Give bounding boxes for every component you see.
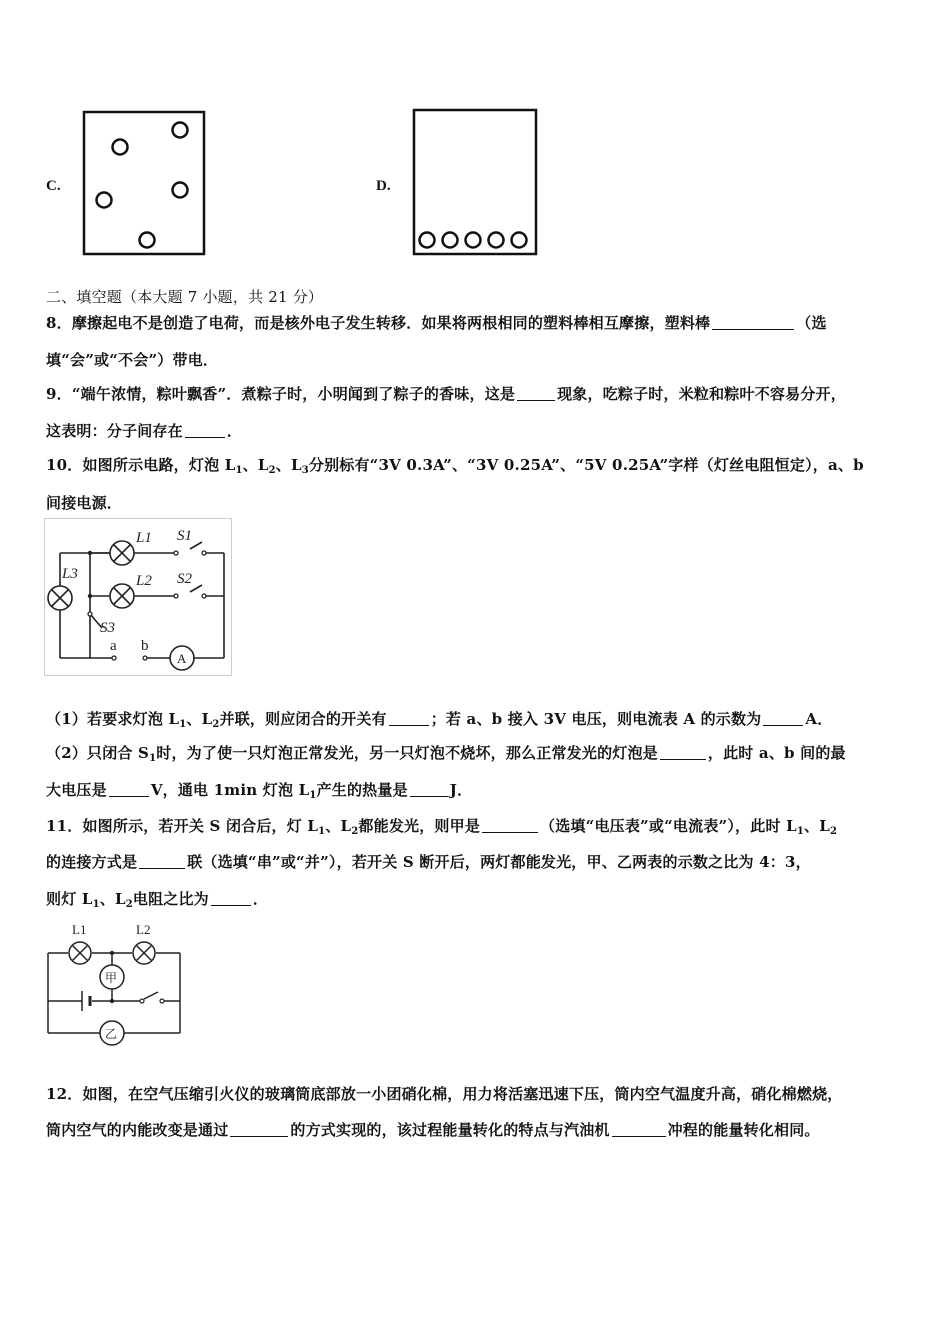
q10-line2: 间接电源． [46,494,123,512]
lamp-L3 [48,586,72,610]
q11-blank-3[interactable] [211,891,251,906]
q10-text: 、L [186,710,213,728]
particle [173,123,188,138]
q9-line2 [46,420,242,441]
q11-line1 [46,815,837,837]
label-jia: 甲 [105,971,118,985]
q8-line1 [46,312,827,333]
q11-text: 都能发光，则甲是 [358,817,481,835]
label-ammeter: A [177,651,187,666]
q10-part2 [46,742,846,764]
q10-blank-1[interactable] [389,711,429,726]
sub: 2 [125,899,133,910]
lamp-L2 [133,942,155,964]
sub: 1 [235,465,243,476]
option-c-label: C. [46,178,61,194]
label-S1: S1 [177,528,192,544]
q10-blank-2[interactable] [763,711,803,726]
q11-line3 [46,888,268,910]
q11-line2 [46,851,811,872]
q10-text: 并联，则应闭合的开关有 [219,710,387,728]
q10-text: ，此时 a、b 间的最 [707,744,846,762]
sub: 2 [351,826,359,837]
q10-text: （1）若要求灯泡 L [46,710,180,728]
q10-text: 、L [275,456,302,474]
q9-text-b: 现象，吃粽子时，米粒和粽叶不容易分开， [557,385,846,403]
lamp-L1 [110,541,134,565]
q12-blank-1[interactable] [230,1122,288,1137]
q11-text: 的连接方式是 [46,853,138,871]
label-yi: 乙 [105,1027,118,1041]
label-S2: S2 [177,571,192,587]
q10-text: ；若 a、b 接入 3V 电压，则电流表 A 的示数为 [430,710,762,728]
particle [113,140,128,155]
particle [140,233,155,248]
particle [443,233,458,248]
q12-line2 [46,1119,820,1140]
q10-line1 [46,454,864,476]
label-L3: L3 [62,566,78,582]
q11-text: 电阻之比为 [132,890,209,908]
sub: 2 [212,719,220,730]
q10-text: 分别标有“3V 0.3A”、“3V 0.25A”、“5V 0.25A”字样（灯丝电阻恒定），a、b [308,456,864,474]
lamp-L1 [69,942,91,964]
q10-text: 大电压是 [46,781,107,799]
sub: 2 [268,465,276,476]
q11-text: 11．如图所示，若开关 S 闭合后，灯 L [46,817,319,835]
q9-text-a: 9．“端午浓情，粽叶飘香”．煮粽子时，小明闻到了粽子的香味，这是 [46,385,516,403]
q11-text: 、L [804,817,830,835]
particle [173,183,188,198]
q10-blank-5[interactable] [410,782,448,797]
label-a: a [110,638,117,654]
option-d-figure [412,108,538,256]
q12-text: 筒内空气的内能改变是通过 [46,1121,229,1139]
sub: 1 [149,753,157,764]
particle [512,233,527,248]
q9-blank-1[interactable] [517,386,555,401]
q11-blank-1[interactable] [482,818,538,833]
q12-blank-2[interactable] [612,1122,666,1137]
q12-line1: 12．如图，在空气压缩引火仪的玻璃筒底部放一小团硝化棉，用力将活塞迅速下压，筒内空气温度升高，硝化棉燃烧， [46,1085,843,1103]
q10-blank-3[interactable] [660,745,706,760]
q8-line2: 填“会”或“不会”）带电． [46,351,219,369]
q10-text: 时，为了使一只灯泡正常发光，另一只灯泡不烧坏，那么正常发光的灯泡是 [156,744,658,762]
particle [420,233,435,248]
option-c-figure [82,110,208,256]
sub: 1 [796,826,804,837]
q8-text-b: （选 [796,314,827,332]
q8-blank[interactable] [712,315,794,330]
q10-text: A． [805,710,833,728]
q10-circuit-diagram [44,518,232,676]
q10-text: （2）只闭合 S [46,744,150,762]
label-S3: S3 [100,620,115,636]
q11-circuit-diagram [44,918,184,1048]
sub: 2 [829,826,838,837]
q11-text: ． [252,890,269,908]
q8-text-a: 8．摩擦起电不是创造了电荷，而是核外电子发生转移．如果将两根相同的塑料棒相互摩擦，塑料棒 [46,314,711,332]
particle [466,233,481,248]
sub: 1 [179,719,187,730]
q10-text: 产生的热量是 [316,781,408,799]
label-L1: L1 [136,530,152,546]
q10-text: 10．如图所示电路，灯泡 L [46,456,236,474]
label-L2: L2 [136,573,152,589]
q11-text: 则灯 L [46,890,93,908]
label-L1: L1 [72,922,87,937]
q11-text: 、L [325,817,352,835]
q10-text: 、L [242,456,269,474]
lamp-L2 [110,584,134,608]
particle [97,193,112,208]
section-title: 二、填空题（本大题 7 小题，共 21 分） [46,288,324,306]
sub: 3 [301,465,309,476]
q11-text: 、L [99,890,126,908]
label-b: b [141,638,149,654]
sub: 1 [309,790,317,801]
q9-blank-2[interactable] [185,423,225,438]
q9-text-d: ． [226,422,243,440]
q10-text: J． [449,781,473,799]
sub: 1 [92,899,100,910]
q10-blank-4[interactable] [109,782,149,797]
option-d-label: D. [376,178,391,194]
q11-text: 联（选填“串”或“并”），若开关 S 断开后，两灯都能发光，甲、乙两表的示数之比为 4：3， [187,853,811,871]
particle [489,233,504,248]
q10-part1 [46,708,832,730]
q11-text: （选填“电压表”或“电流表”），此时 L [540,817,797,835]
q10-text: V，通电 1min 灯泡 L [150,781,310,799]
sub: 1 [318,826,326,837]
q12-text: 冲程的能量转化相同。 [667,1121,820,1139]
q12-text: 的方式实现的，该过程能量转化的特点与汽油机 [290,1121,610,1139]
q10-part2-line2 [46,779,472,801]
q11-blank-2[interactable] [139,854,185,869]
label-L2: L2 [136,922,151,937]
q9-text-c: 这表明：分子间存在 [46,422,183,440]
q9-line1 [46,383,846,404]
